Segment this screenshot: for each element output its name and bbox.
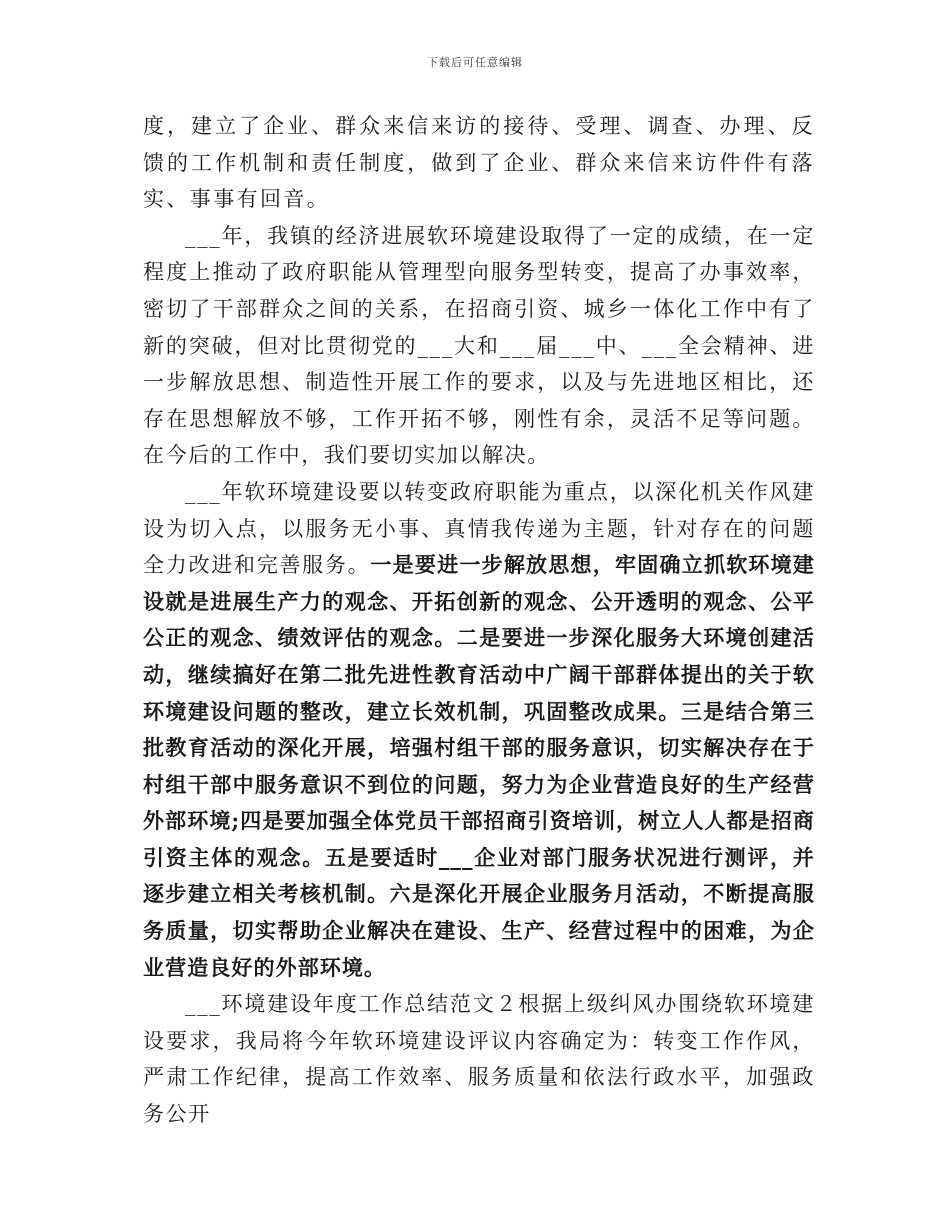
paragraph-4: ___环境建设年度工作总结范文２根据上级纠风办围绕软环境建设要求，我局将今年软环境建设评议内容确定为：转变工作作风，严肃工作纪律，提高工作效率、服务质量和依法行政水平，加强政务公开 bbox=[143, 992, 815, 1127]
document-body bbox=[143, 108, 815, 1133]
paragraph-3 bbox=[143, 474, 815, 986]
paragraph-1: 度，建立了企业、群众来信来访的接待、受理、调查、办理、反馈的工作机制和责任制度，做到了企业、群众来信来访件件有落实、事事有回音。 bbox=[143, 114, 815, 212]
page-header: 下载后可任意编辑 bbox=[427, 56, 523, 69]
paragraph-3-bold-text: 一是要进一步解放思想，牢固确立抓软环境建设就是进展生产力的观念、开拓创新的观念、公开透明的观念、公平公正的观念、绩效评估的观念。二是要进一步深化服务大环境创建活动，继续搞好在第二批先进性教育活动中广阔干部群体提出的关于软环境建设问题的整改，建立长效机制，巩固整改成果。三是结合第三批教育活动的深化开展，培强村组干部的服务意识，切实解决存在于村组干部中服务意识不到位的问题，努力为企业营造良好的生产经营外部环境;四是要加强全体党员干部招商引资培训，树立人人都是招商引资主体的观念。五是要适时___企业对部门服务状况进行测评，并逐步建立相关考核机制。六是深化开展企业服务月活动，不断提高服务质量，切实帮助企业解决在建设、生产、经营过程中的困难，为企业营造良好的外部环境。 bbox=[143, 552, 816, 980]
paragraph-2: ___年，我镇的经济进展软环境建设取得了一定的成绩，在一定程度上推动了政府职能从管理型向服务型转变，提高了办事效率，密切了干部群众之间的关系，在招商引资、城乡一体化工作中有了新的突破，但对比贯彻党的___大和___届___中、___全会精神、进一步解放思想、制造性开展工作的要求，以及与先进地区相比，还存在思想解放不够，工作开拓不够，刚性有余，灵活不足等问题。在今后的工作中，我们要切实加以解决。 bbox=[143, 223, 815, 468]
paragraph-3-normal-text: ___年软环境建设要以转变政府职能为重点，以深化机关作风建设为切入点，以服务无小事、真情我传递为主题，针对存在的问题全力改进和完善服务。 bbox=[143, 479, 815, 578]
